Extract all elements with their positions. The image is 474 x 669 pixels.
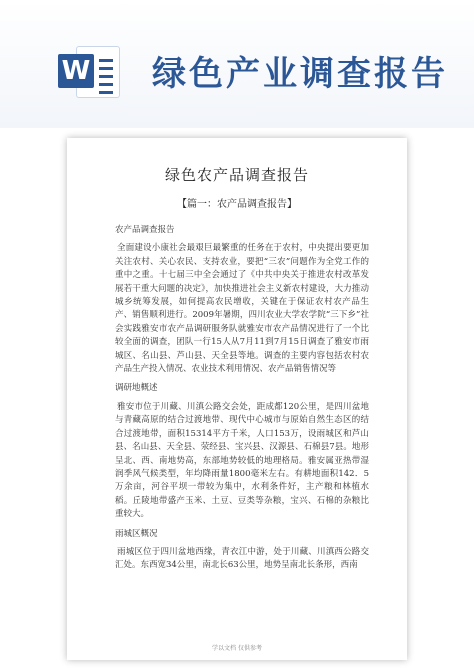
page-footer: 学以文档 仅供参考 [212, 645, 262, 652]
section-heading: 【篇一：农产品调查报告】 [177, 199, 297, 210]
intro-paragraph: 全面建设小康社会最艰巨最繁重的任务在于农村，中央提出要更加关注农村、关心农民、支持农业，要把“三农”问题作为全党工作的重中之重。十七届三中全会通过了《中共中央关于推进农村改革发展若干重大问题的决定》，加快推进社会主义新农村建设，大力推动城乡统筹发展，如何提高农民增收，关键在于保证农村农产品生产、销售顺利进行。2009年暑期，四川农业大学农学院“三下乡”社会实践雅安市农产品调研服务队就雅安市农产品情况进行了一个比较全面的调查，团队一行15人从7月11到7月15日调查了雅安市雨城区、名山县、芦山县、天全县等地。调查的主要内容包括农村农产品生产投入情况、农业技术利用情况、农产品销售情况等 [115, 243, 369, 375]
yucheng-paragraph: 雨城区位于四川盆地西缘，青衣江中游，处于川藏、川滇西公路交汇处。东西宽34公里，南北长63公里，地势呈南北长条形，西南 [115, 546, 369, 571]
document-body [115, 224, 369, 579]
section-heading-yucheng: 雨城区概况 [115, 528, 158, 539]
overview-paragraph: 雅安市位于川藏、川滇公路交会处，距成都120公里，是四川盆地与青藏高原的结合过渡地带、现代中心城市与原始自然生态区的结合过渡地带，面积15314平方千米，人口153万，设雨城区和芦山县、名山县、天全县、荥经县、宝兴县、汉源县、石棉县7县。地形呈北、西、南地势高，东部地势较低的地理格局。雅安属亚热带湿润季风气候类型，年均降雨量1800毫米左右。有耕地面积142．5万余亩，河谷平坝一带较为集中，水利条件好，主产粮和林植水稻。丘陵地带盛产玉米、土豆、豆类等杂粮，宝兴、石棉的杂粮比重较大。 [115, 401, 369, 520]
word-logo-letter: W [58, 54, 94, 88]
report-label: 农产品调查报告 [115, 225, 175, 235]
document-title: 绿色农产品调查报告 [164, 166, 309, 184]
word-document-icon [58, 40, 120, 102]
banner [0, 0, 474, 128]
section-heading-overview: 调研地概述 [115, 383, 158, 394]
document-page [67, 138, 407, 660]
banner-title: 绿色产业调查报告 [152, 54, 448, 94]
